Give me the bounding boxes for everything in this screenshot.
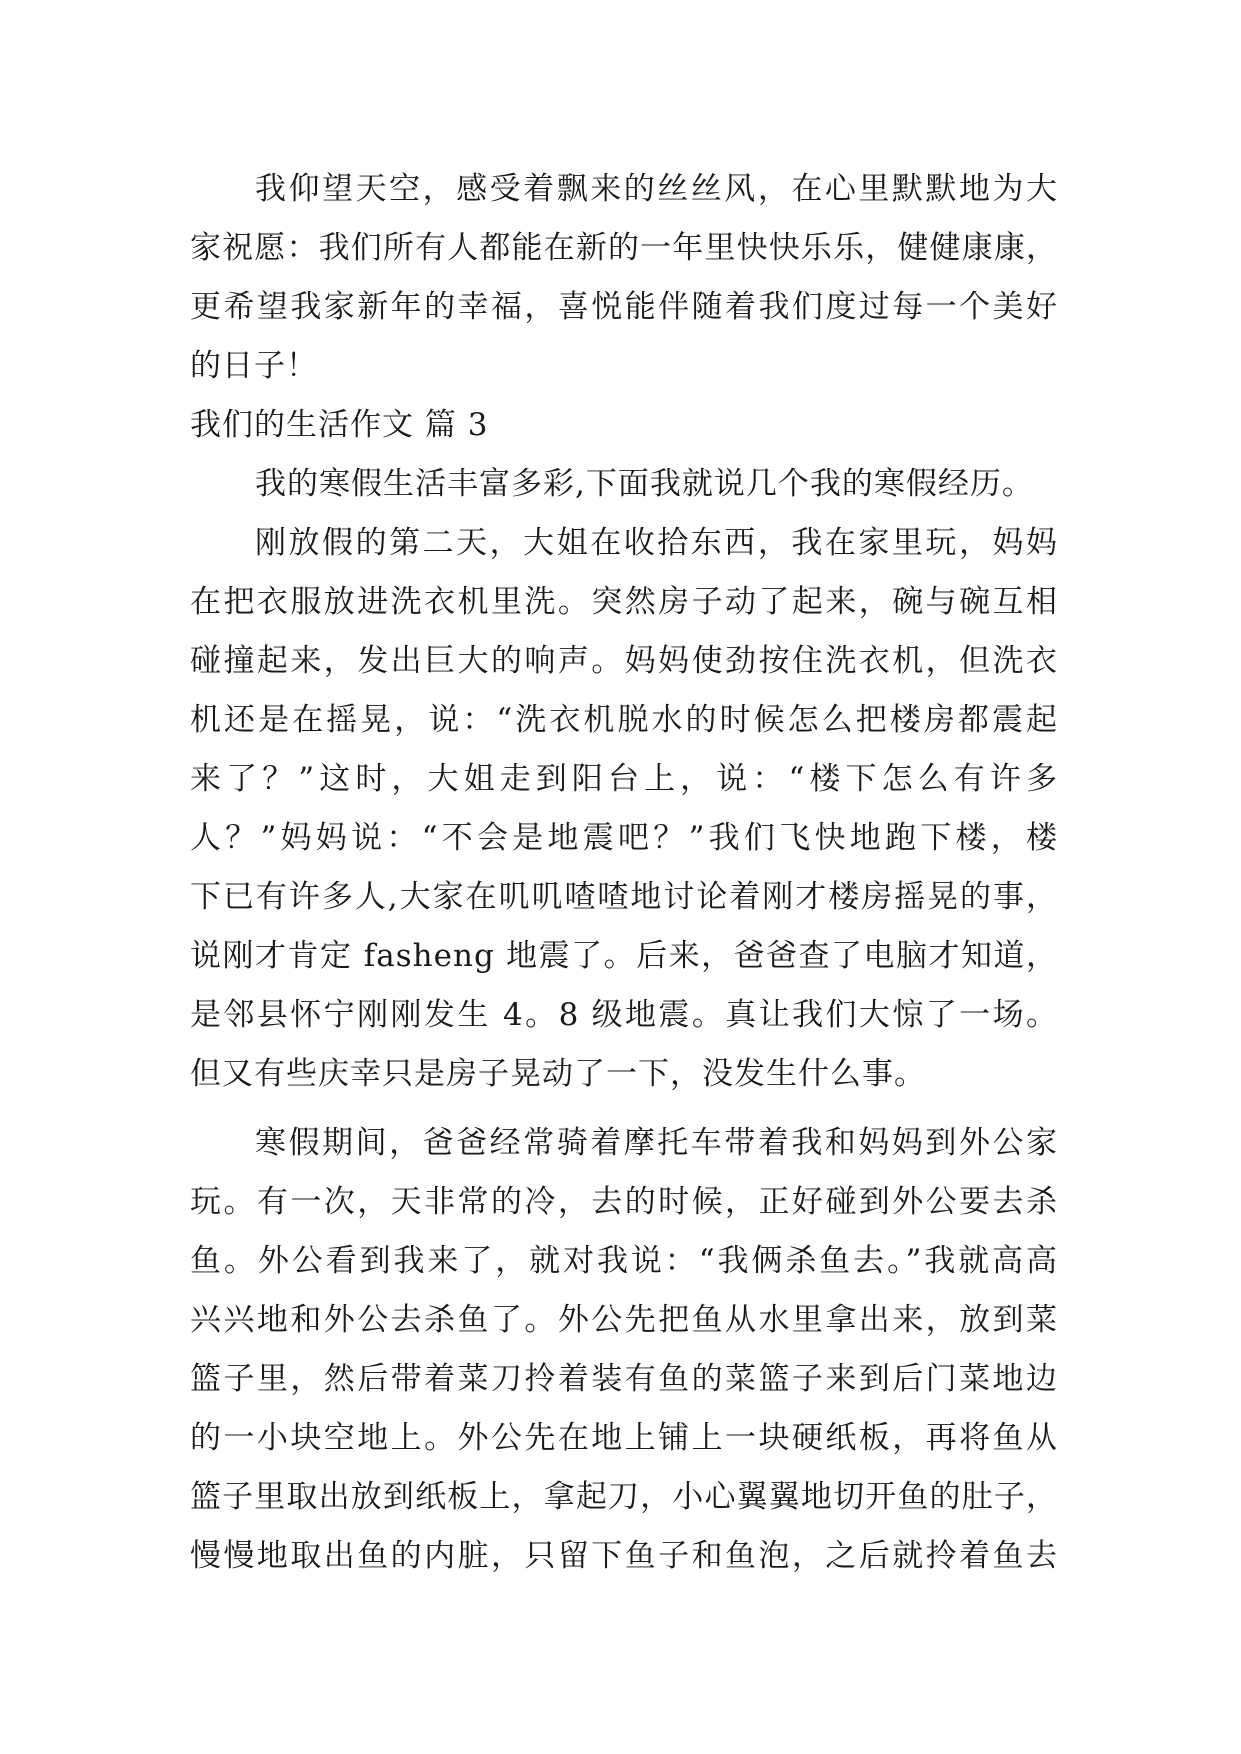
- paragraph-line: 篮子里，然后带着菜刀拎着装有鱼的菜篮子来到后门菜地边: [190, 1361, 1058, 1397]
- paragraph-line: 玩。有一次，天非常的冷，去的时候，正好碰到外公要去杀: [190, 1184, 1058, 1220]
- paragraph-line: 下已有许多人,大家在叽叽喳喳地讨论着刚才楼房摇晃的事，: [190, 879, 1058, 915]
- paragraph-line: 我仰望天空，感受着飘来的丝丝风，在心里默默地为大: [255, 171, 1058, 207]
- paragraph-line: 碰撞起来，发出巨大的响声。妈妈使劲按住洗衣机，但洗衣: [190, 643, 1058, 679]
- paragraph-line: 兴兴地和外公去杀鱼了。外公先把鱼从水里拿出来，放到菜: [190, 1302, 1058, 1338]
- section-heading: 我们的生活作文 篇 3: [190, 407, 489, 443]
- paragraph-line: 鱼。外公看到我来了，就对我说：“我俩杀鱼去。”我就高高: [190, 1243, 1058, 1279]
- paragraph-line: 的一小块空地上。外公先在地上铺上一块硬纸板，再将鱼从: [190, 1420, 1058, 1456]
- essay-body: [190, 160, 1058, 1586]
- paragraph-line: 刚放假的第二天，大姐在收拾东西，我在家里玩，妈妈: [255, 525, 1058, 561]
- paragraph-line: 在把衣服放进洗衣机里洗。突然房子动了起来，碗与碗互相: [190, 584, 1058, 620]
- paragraph-line: 慢慢地取出鱼的内脏，只留下鱼子和鱼泡，之后就拎着鱼去: [190, 1538, 1058, 1574]
- paragraph-line: 的日子！: [190, 348, 318, 384]
- paragraph-line: 篮子里取出放到纸板上，拿起刀，小心翼翼地切开鱼的肚子，: [190, 1479, 1058, 1515]
- paragraph-line: 说刚才肯定 fasheng 地震了。后来，爸爸查了电脑才知道，: [190, 938, 1058, 974]
- paragraph-line: 是邻县怀宁刚刚发生 4。8 级地震。真让我们大惊了一场。: [190, 997, 1058, 1033]
- paragraph-line: 家祝愿：我们所有人都能在新的一年里快快乐乐，健健康康，: [190, 230, 1058, 266]
- paragraph-line: 人？”妈妈说：“不会是地震吧？”我们飞快地跑下楼，楼: [190, 820, 1058, 856]
- paragraph-line: 机还是在摇晃，说：“洗衣机脱水的时候怎么把楼房都震起: [190, 702, 1058, 738]
- paragraph-line: 更希望我家新年的幸福，喜悦能伴随着我们度过每一个美好: [190, 289, 1058, 325]
- paragraph-line: 寒假期间，爸爸经常骑着摩托车带着我和妈妈到外公家: [255, 1125, 1058, 1161]
- paragraph-line: 来了？”这时，大姐走到阳台上，说：“楼下怎么有许多: [190, 761, 1058, 797]
- paragraph-line: 我的寒假生活丰富多彩,下面我就说几个我的寒假经历。: [255, 466, 1034, 502]
- paragraph-line: 但又有些庆幸只是房子晃动了一下，没发生什么事。: [190, 1056, 926, 1092]
